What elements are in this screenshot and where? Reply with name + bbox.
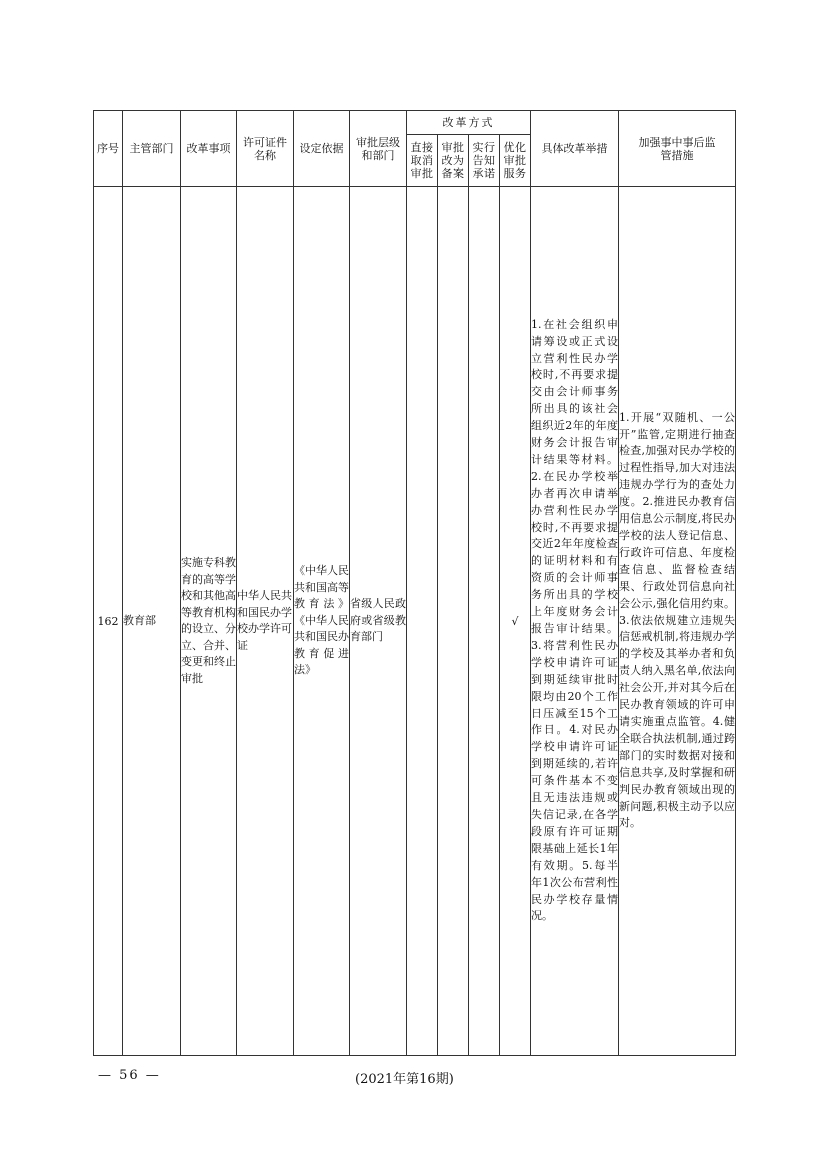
issue-label: (2021年第16期) — [355, 1072, 454, 1087]
cell-method-notify — [469, 187, 500, 1056]
cell-basis: 《中华人民共和国高等教育法》《中华人民共和国民办教育促进法》 — [294, 187, 350, 1056]
header-reform-method: 改革方式 — [407, 111, 531, 135]
cell-method-optimize: √ — [500, 187, 531, 1056]
cell-approval-level: 省级人民政府或省级教育部门 — [350, 187, 407, 1056]
cell-method-cancel — [407, 187, 438, 1056]
cell-license-name: 中华人民共和国民办学校办学许可证 — [237, 187, 294, 1056]
header-basis: 设定依据 — [294, 111, 350, 187]
header-method-optimize: 优化审批服务 — [500, 135, 531, 187]
cell-dept: 教育部 — [123, 187, 181, 1056]
header-item: 改革事项 — [181, 111, 237, 187]
header-seq: 序号 — [94, 111, 123, 187]
cell-seq: 162 — [94, 187, 123, 1056]
table-row — [94, 187, 736, 1056]
header-method-notify: 实行告知承诺 — [469, 135, 500, 187]
header-supervision: 加强事中事后监管措施 — [619, 111, 736, 187]
page-number: — 56 — — [98, 1068, 161, 1083]
header-measures: 具体改革举措 — [531, 111, 619, 187]
reform-table — [93, 110, 736, 1056]
cell-measures: 1.在社会组织申请筹设或正式设立营利性民办学校时,不再要求提交由会计师事务所出具的该社会组织近2年的年度财务会计报告审计结果等材料。2.在民办学校举办者再次申请举办营利性民办学校时,不再要求提交近2年年度检查的证明材料和有资质的会计师事务所出具的学校上年度财务会计报告审计结果。3.将营利性民办学校申请许可证到期延续审批时限均由20个工作日压减至15个工作日。4.对民办学校申请许可证到期延续的,若许可条件基本不变且无违法违规或失信记录,在各学段原有许可证期限基础上延长1年有效期。5.每半年1次公布营利性民办学校存量情况。 — [531, 187, 619, 1056]
header-approval-level: 审批层级和部门 — [350, 111, 407, 187]
header-dept: 主管部门 — [123, 111, 181, 187]
cell-item: 实施专科教育的高等学校和其他高等教育机构的设立、分立、合并、变更和终止审批 — [181, 187, 237, 1056]
header-method-filing: 审批改为备案 — [438, 135, 469, 187]
cell-method-filing — [438, 187, 469, 1056]
header-method-cancel: 直接取消审批 — [407, 135, 438, 187]
cell-supervision: 1.开展“双随机、一公开”监管,定期进行抽查检查,加强对民办学校的过程性指导,加大对违法违规办学行为的查处力度。2.推进民办教育信用信息公示制度,将民办学校的法人登记信息、行政许可信息、年度检查信息、监督检查结果、行政处罚信息向社会公示,强化信用约束。3.依法依规建立违规失信惩戒机制,将违规办学的学校及其举办者和负责人纳入黑名单,依法向社会公开,并对其今后在民办教育领域的许可申请实施重点监管。4.健全联合执法机制,通过跨部门的实时数据对接和信息共享,及时掌握和研判民办教育领域出现的新问题,积极主动予以应对。 — [619, 187, 736, 1056]
header-license-name: 许可证件名称 — [237, 111, 294, 187]
